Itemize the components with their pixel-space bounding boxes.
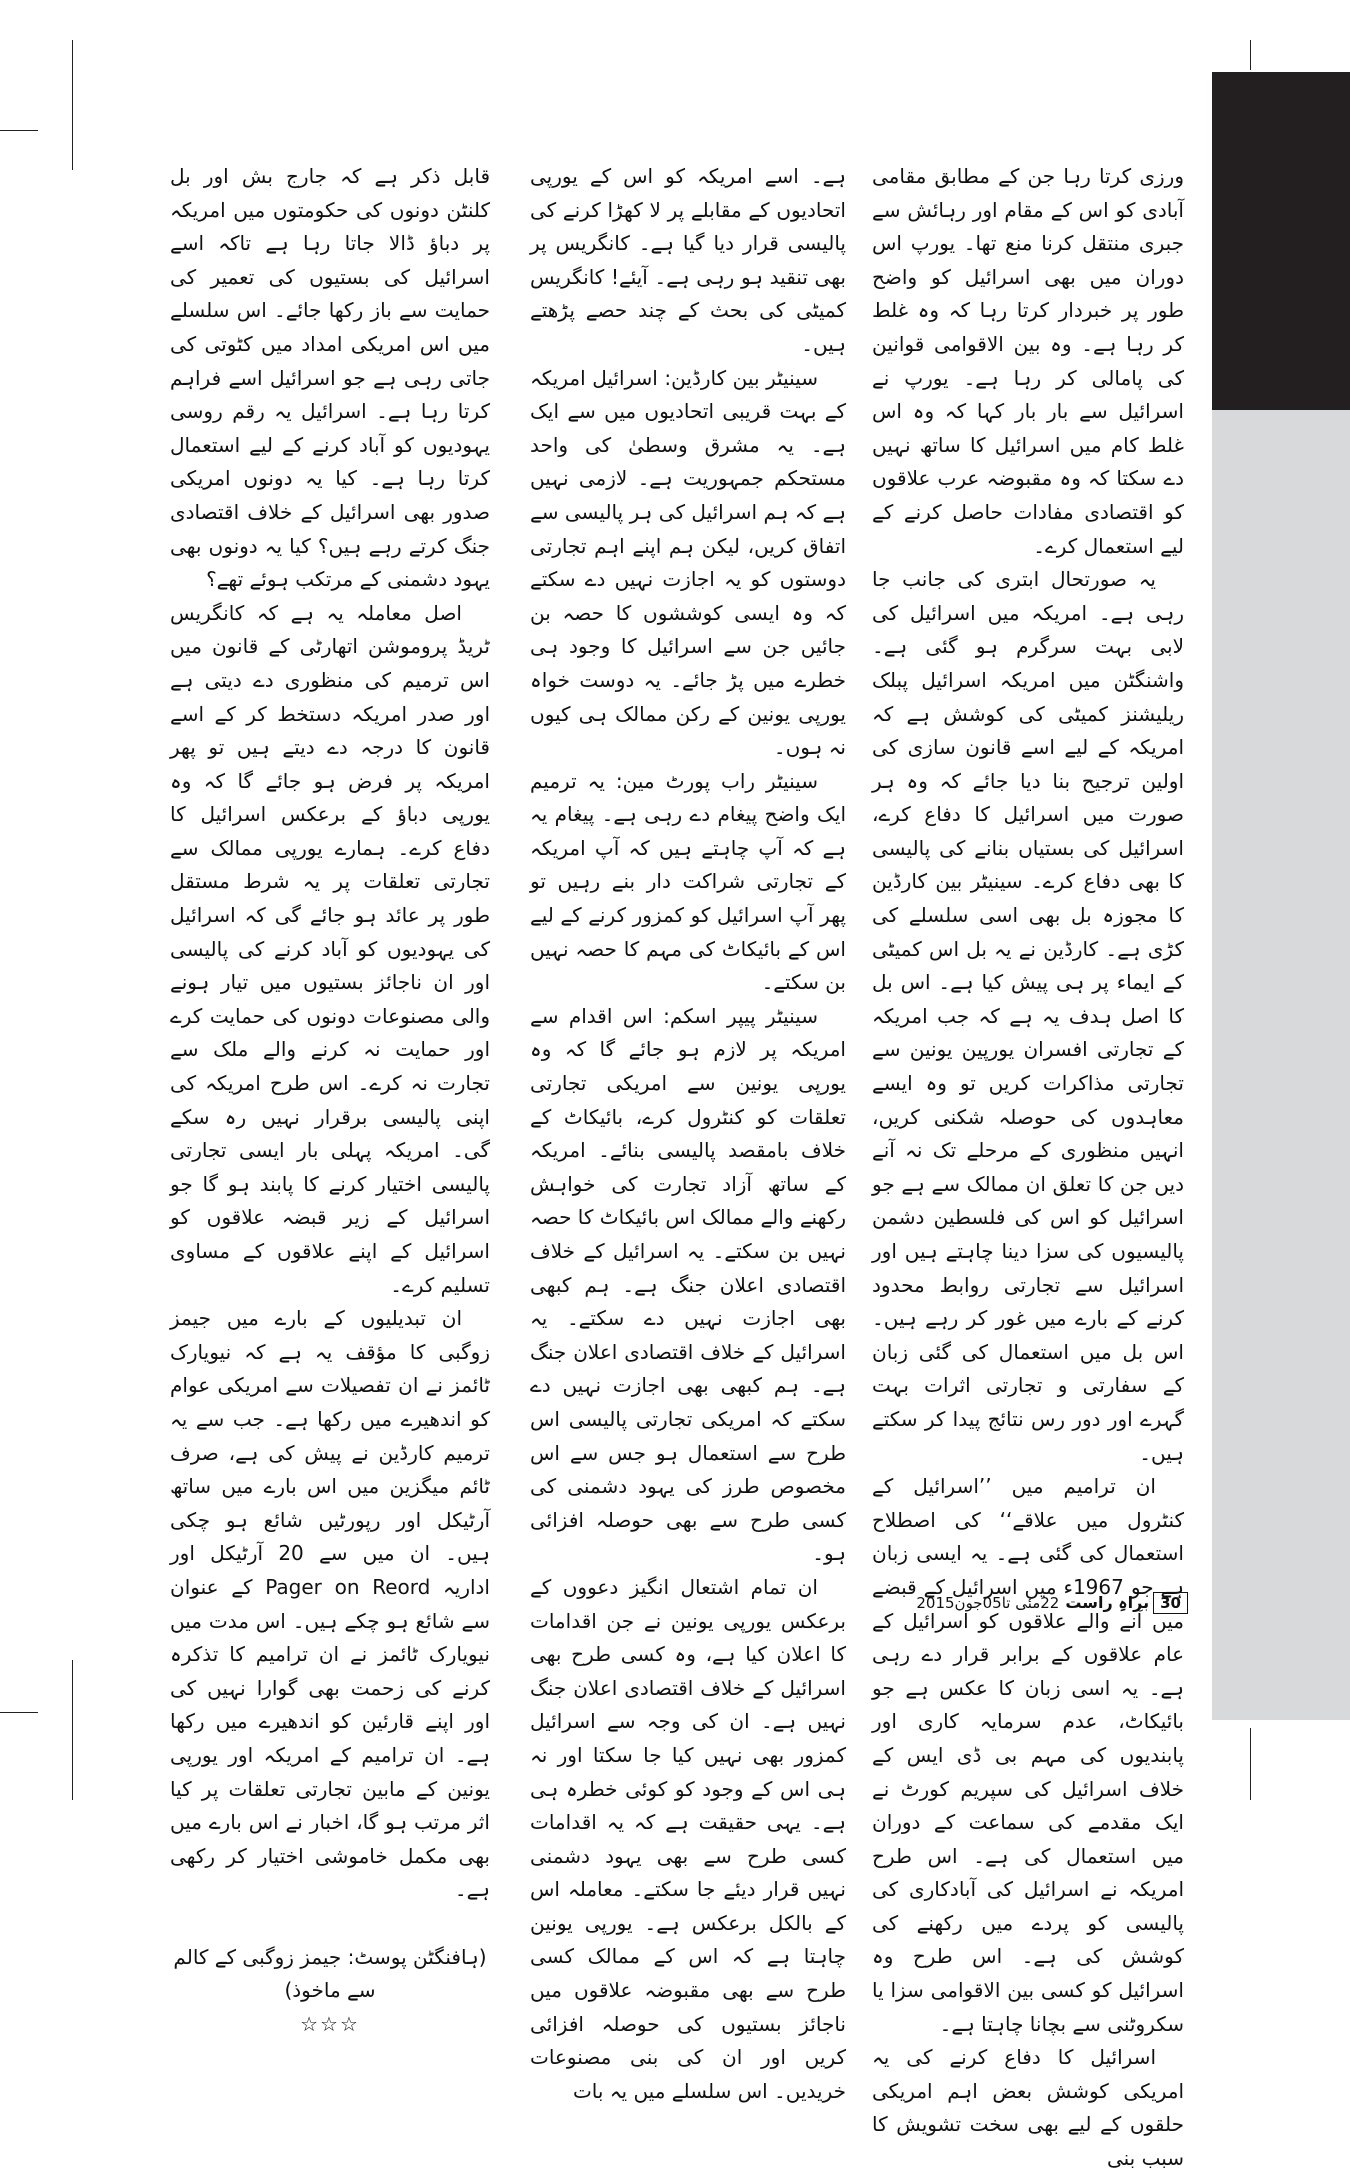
paragraph: قابل ذکر ہے کہ جارج بش اور بل کلنٹن دونوں کی حکومتوں میں امریکہ پر دباؤ ڈالا جاتا رہا ہے تاکہ اسے اسرائیل کی بستیوں کی تعمیر کی حمایت سے باز رکھا جائے۔ اس سلسلے میں اس امریکی امداد میں کٹوتی کی جاتی رہی ہے جو اسرائیل اسے فراہم کرتا رہا ہے۔ اسرائیل یہ رقم روسی یہودیوں کو آباد کرنے کے لیے استعمال کرتا رہا ہے۔ کیا یہ دونوں امریکی صدور بھی اسرائیل کے خلاف اقتصادی جنگ کرتے رہے ہیں؟ کیا یہ دونوں بھی یہود دشمنی کے مرتکب ہوئے تھے؟ — [170, 164, 490, 592]
crop-mark-bottom-left-vertical — [72, 1660, 73, 1800]
paragraph: سینیٹر بین کارڈین: اسرائیل امریکہ کے بہت قریبی اتحادیوں میں سے ایک ہے۔ یہ مشرق وسطیٰ کی واحد مستحکم جمہوریت ہے۔ لازمی نہیں ہے کہ ہم اسرائیل کی ہر پالیسی سے اتفاق کریں، لیکن ہم اپنے اہم تجارتی دوستوں کو یہ اجازت نہیں دے سکتے کہ وہ ایسی کوششوں کا حصہ بن جائیں جن سے اسرائیل کا وجود ہی خطرے میں پڑ جائے۔ یہ دوست خواہ یورپی یونین کے رکن ممالک ہی کیوں نہ ہوں۔ — [530, 365, 846, 760]
paragraph: اصل معاملہ یہ ہے کہ کانگریس ٹریڈ پروموشن اتھارٹی کے قانون میں اس ترمیم کی منظوری دے دیتی ہے اور صدر امریکہ دستخط کر کے اسے قانون کا درجہ دے دیتے ہیں تو پھر امریکہ پر فرض ہو جائے گا کہ وہ یورپی دباؤ کے برعکس اسرائیل کا دفاع کرے۔ ہمارے یورپی ممالک سے تجارتی تعلقات پر یہ شرط مستقل طور پر عائد ہو جائے گی کہ اسرائیل کی یہودیوں کو آباد کرنے کی پالیسی اور ان ناجائز بستیوں میں تیار ہونے والی مصنوعات دونوں کی حمایت کرے اور حمایت نہ کرنے والے ملک سے تجارت نہ کرے۔ اس طرح امریکہ کی اپنی پالیسی برقرار نہیں رہ سکے گی۔ امریکہ پہلی بار ایسی تجارتی پالیسی اختیار کرنے کا پابند ہو گا جو اسرائیل کے زیر قبضہ علاقوں کو اسرائیل کے اپنے علاقوں کے مساوی تسلیم کرے۔ — [170, 600, 490, 1297]
magazine-name: براہِ راست — [1065, 1593, 1150, 1612]
article-column-right — [872, 160, 1184, 2171]
paragraph: ہے۔ اسے امریکہ کو اس کے یورپی اتحادیوں کے مقابلے پر لا کھڑا کرنے کی پالیسی قرار دیا گیا ہے۔ کانگریس پر بھی تنقید ہو رہی ہے۔ آیئے! کانگریس کمیٹی کی بحث کے چند حصے پڑھتے ہیں۔ — [530, 164, 846, 356]
page-number: 30 — [1153, 1592, 1188, 1614]
page-footer — [916, 1592, 1188, 1614]
paragraph: یہ صورتحال ابتری کی جانب جا رہی ہے۔ امریکہ میں اسرائیل کی لابی بہت سرگرم ہو گئی ہے۔ واشنگٹن میں امریکہ اسرائیل پبلک ریلیشنز کمیٹی کی کوشش ہے کہ امریکہ کے لیے اسے قانون سازی کی اولین ترجیح بنا دیا جائے کہ وہ ہر صورت میں اسرائیل کا دفاع کرے، اسرائیل کی بستیاں بنانے کی پالیسی کا بھی دفاع کرے۔ سینیٹر بین کارڈین کا مجوزہ بل بھی اسی سلسلے کی کڑی ہے۔ کارڈین نے یہ بل اس کمیٹی کے ایماء پر ہی پیش کیا ہے۔ اس بل کا اصل ہدف یہ ہے کہ جب امریکہ کے تجارتی افسران یورپین یونین سے تجارتی مذاکرات کریں تو وہ ایسے معاہدوں کی حوصلہ شکنی کریں، انہیں منظوری کے مرحلے تک نہ آنے دیں جن کا تعلق ان ممالک سے ہے جو اسرائیل کو اس کی فلسطین دشمن پالیسیوں کی سزا دینا چاہتے ہیں اور اسرائیل سے تجارتی روابط محدود کرنے کے بارے میں غور کر رہے ہیں۔ اس بل میں استعمال کی گئی زبان کے سفارتی و تجارتی اثرات بہت گہرے اور دور رس نتائج پیدا کر سکتے ہیں۔ — [872, 567, 1184, 1465]
paragraph: ان تمام اشتعال انگیز دعووں کے برعکس یورپی یونین نے جن اقدامات کا اعلان کیا ہے، وہ کسی طرح بھی اسرائیل کے خلاف اقتصادی اعلان جنگ نہیں ہے۔ ان کی وجہ سے اسرائیل کمزور بھی نہیں کیا جا سکتا اور نہ ہی اس کے وجود کو کوئی خطرہ ہی ہے۔ یہی حقیقت ہے کہ یہ اقدامات کسی طرح سے بھی یہود دشمنی نہیں قرار دیئے جا سکتے۔ معاملہ اس کے بالکل برعکس ہے۔ یورپی یونین چاہتا ہے کہ اس کے ممالک کسی طرح سے بھی مقبوضہ علاقوں میں ناجائز بستیوں کی حوصلہ افزائی کریں اور ان کی بنی مصنوعات خریدیں۔ اس سلسلے میں یہ بات — [530, 1574, 846, 2103]
end-stars: ☆☆☆ — [300, 2012, 360, 2037]
paragraph: ان تبدیلیوں کے بارے میں جیمز زوگبی کا مؤقف یہ ہے کہ نیویارک ٹائمز نے ان تفصیلات سے امریکی عوام کو اندھیرے میں رکھا ہے۔ جب سے یہ ترمیم کارڈین نے پیش کی ہے، صرف ٹائم میگزین میں اس بارے میں ساتھ آرٹیکل اور رپورٹیں شائع ہو چکی ہیں۔ ان میں سے 20 آرٹیکل اور اداریہ Pager on Reord کے عنوان سے شائع ہو چکے ہیں۔ اس مدت میں نیویارک ٹائمز نے ان ترامیم کا تذکرہ کرنے کی زحمت بھی گوارا نہیں کی اور اپنے قارئین کو اندھیرے میں رکھا ہے۔ ان ترامیم کے امریکہ اور یورپی یونین کے مابین تجارتی تعلقات پر کیا اثر مرتب ہو گا، اخبار نے اس بارے میں بھی مکمل خاموشی اختیار کر رکھی ہے۔ — [170, 1306, 490, 1902]
crop-mark-top-left-vertical — [72, 40, 73, 170]
paragraph: ورزی کرتا رہا جن کے مطابق مقامی آبادی کو اس کے مقام اور رہائش سے جبری منتقل کرنا منع تھا۔ یورپ اس دوران میں بھی اسرائیل کو واضح طور پر خبردار کرتا رہا کہ وہ غلط کر رہا ہے۔ وہ بین الاقوامی قوانین کی پامالی کر رہا ہے۔ یورپ نے اسرائیل سے بار بار کہا کہ وہ اس غلط کام میں اسرائیل کا ساتھ نہیں دے سکتا کہ وہ مقبوضہ عرب علاقوں کو اقتصادی مفادات حاصل کرنے کے لیے استعمال کرے۔ — [872, 164, 1184, 558]
section-tab-dark — [1212, 72, 1350, 410]
article-column-middle — [530, 160, 846, 2103]
issue-date: 22مئی تا05جون2015 — [916, 1594, 1060, 1612]
paragraph: ان ترامیم میں ’’اسرائیل کے کنٹرول میں علاقے‘‘ کی اصطلاح استعمال کی گئی ہے۔ یہ ایسی زبان ہے جو 1967ء میں اسرائیل کے قبضے میں آنے والے علاقوں کو اسرائیل کے عام علاقوں کے برابر قرار دے رہی ہے۔ یہ اسی زبان کا عکس ہے جو بائیکاٹ، عدم سرمایہ کاری اور پابندیوں کی مہم بی ڈی ایس کے خلاف اسرائیل کی سپریم کورٹ نے ایک مقدمے کی سماعت کے دوران میں استعمال کی ہے۔ اس طرح امریکہ نے اسرائیل کی آبادکاری کی پالیسی کو پردے میں رکھنے کی کوشش کی ہے۔ اس طرح وہ اسرائیل کو کسی بین الاقوامی سزا یا سکروٹنی سے بچانا چاہتا ہے۔ — [872, 1474, 1184, 2036]
article-column-left — [170, 160, 490, 2037]
section-tab-grey — [1212, 410, 1350, 1720]
crop-mark-bottom-left-horizontal — [0, 1712, 38, 1713]
paragraph: سینیٹر راب پورٹ مین: یہ ترمیم ایک واضح پیغام دے رہی ہے۔ پیغام یہ ہے کہ آپ چاہتے ہیں کہ آپ امریکہ کے تجارتی شراکت دار بنے رہیں تو پھر آپ اسرائیل کو کمزور کرنے کے لیے اس کے بائیکاٹ کی مہم کا حصہ نہیں بن سکتے۔ — [530, 768, 846, 995]
crop-mark-bottom-right-vertical — [1250, 1728, 1251, 1800]
source-credit: (ہافنگٹن پوسٹ: جیمز زوگبی کے کالم سے ماخوذ) — [173, 1944, 487, 2003]
crop-mark-top-right-vertical — [1250, 40, 1251, 70]
paragraph: سینیٹر پیپر اسکم: اس اقدام سے امریکہ پر لازم ہو جائے گا کہ وہ یورپی یونین سے امریکی تجارتی تعلقات کو کنٹرول کرے، بائیکاٹ کے خلاف بامقصد پالیسی بنائے۔ امریکہ کے ساتھ آزاد تجارت کی خواہش رکھنے والے ممالک اس بائیکاٹ کا حصہ نہیں بن سکتے۔ یہ اسرائیل کے خلاف اقتصادی اعلان جنگ ہے۔ ہم کبھی بھی اجازت نہیں دے سکتے۔ یہ اسرائیل کے خلاف اقتصادی اعلان جنگ ہے۔ ہم کبھی بھی اجازت نہیں دے سکتے کہ امریکی تجارتی پالیسی اس طرح سے استعمال ہو جس سے اس مخصوص طرز کی یہود دشمنی کی کسی طرح سے بھی حوصلہ افزائی ہو۔ — [530, 1003, 846, 1566]
paragraph: اسرائیل کا دفاع کرنے کی یہ امریکی کوشش بعض اہم امریکی حلقوں کے لیے بھی سخت تشویش کا سبب بنی — [872, 2045, 1184, 2171]
crop-mark-left-horizontal — [0, 130, 38, 131]
